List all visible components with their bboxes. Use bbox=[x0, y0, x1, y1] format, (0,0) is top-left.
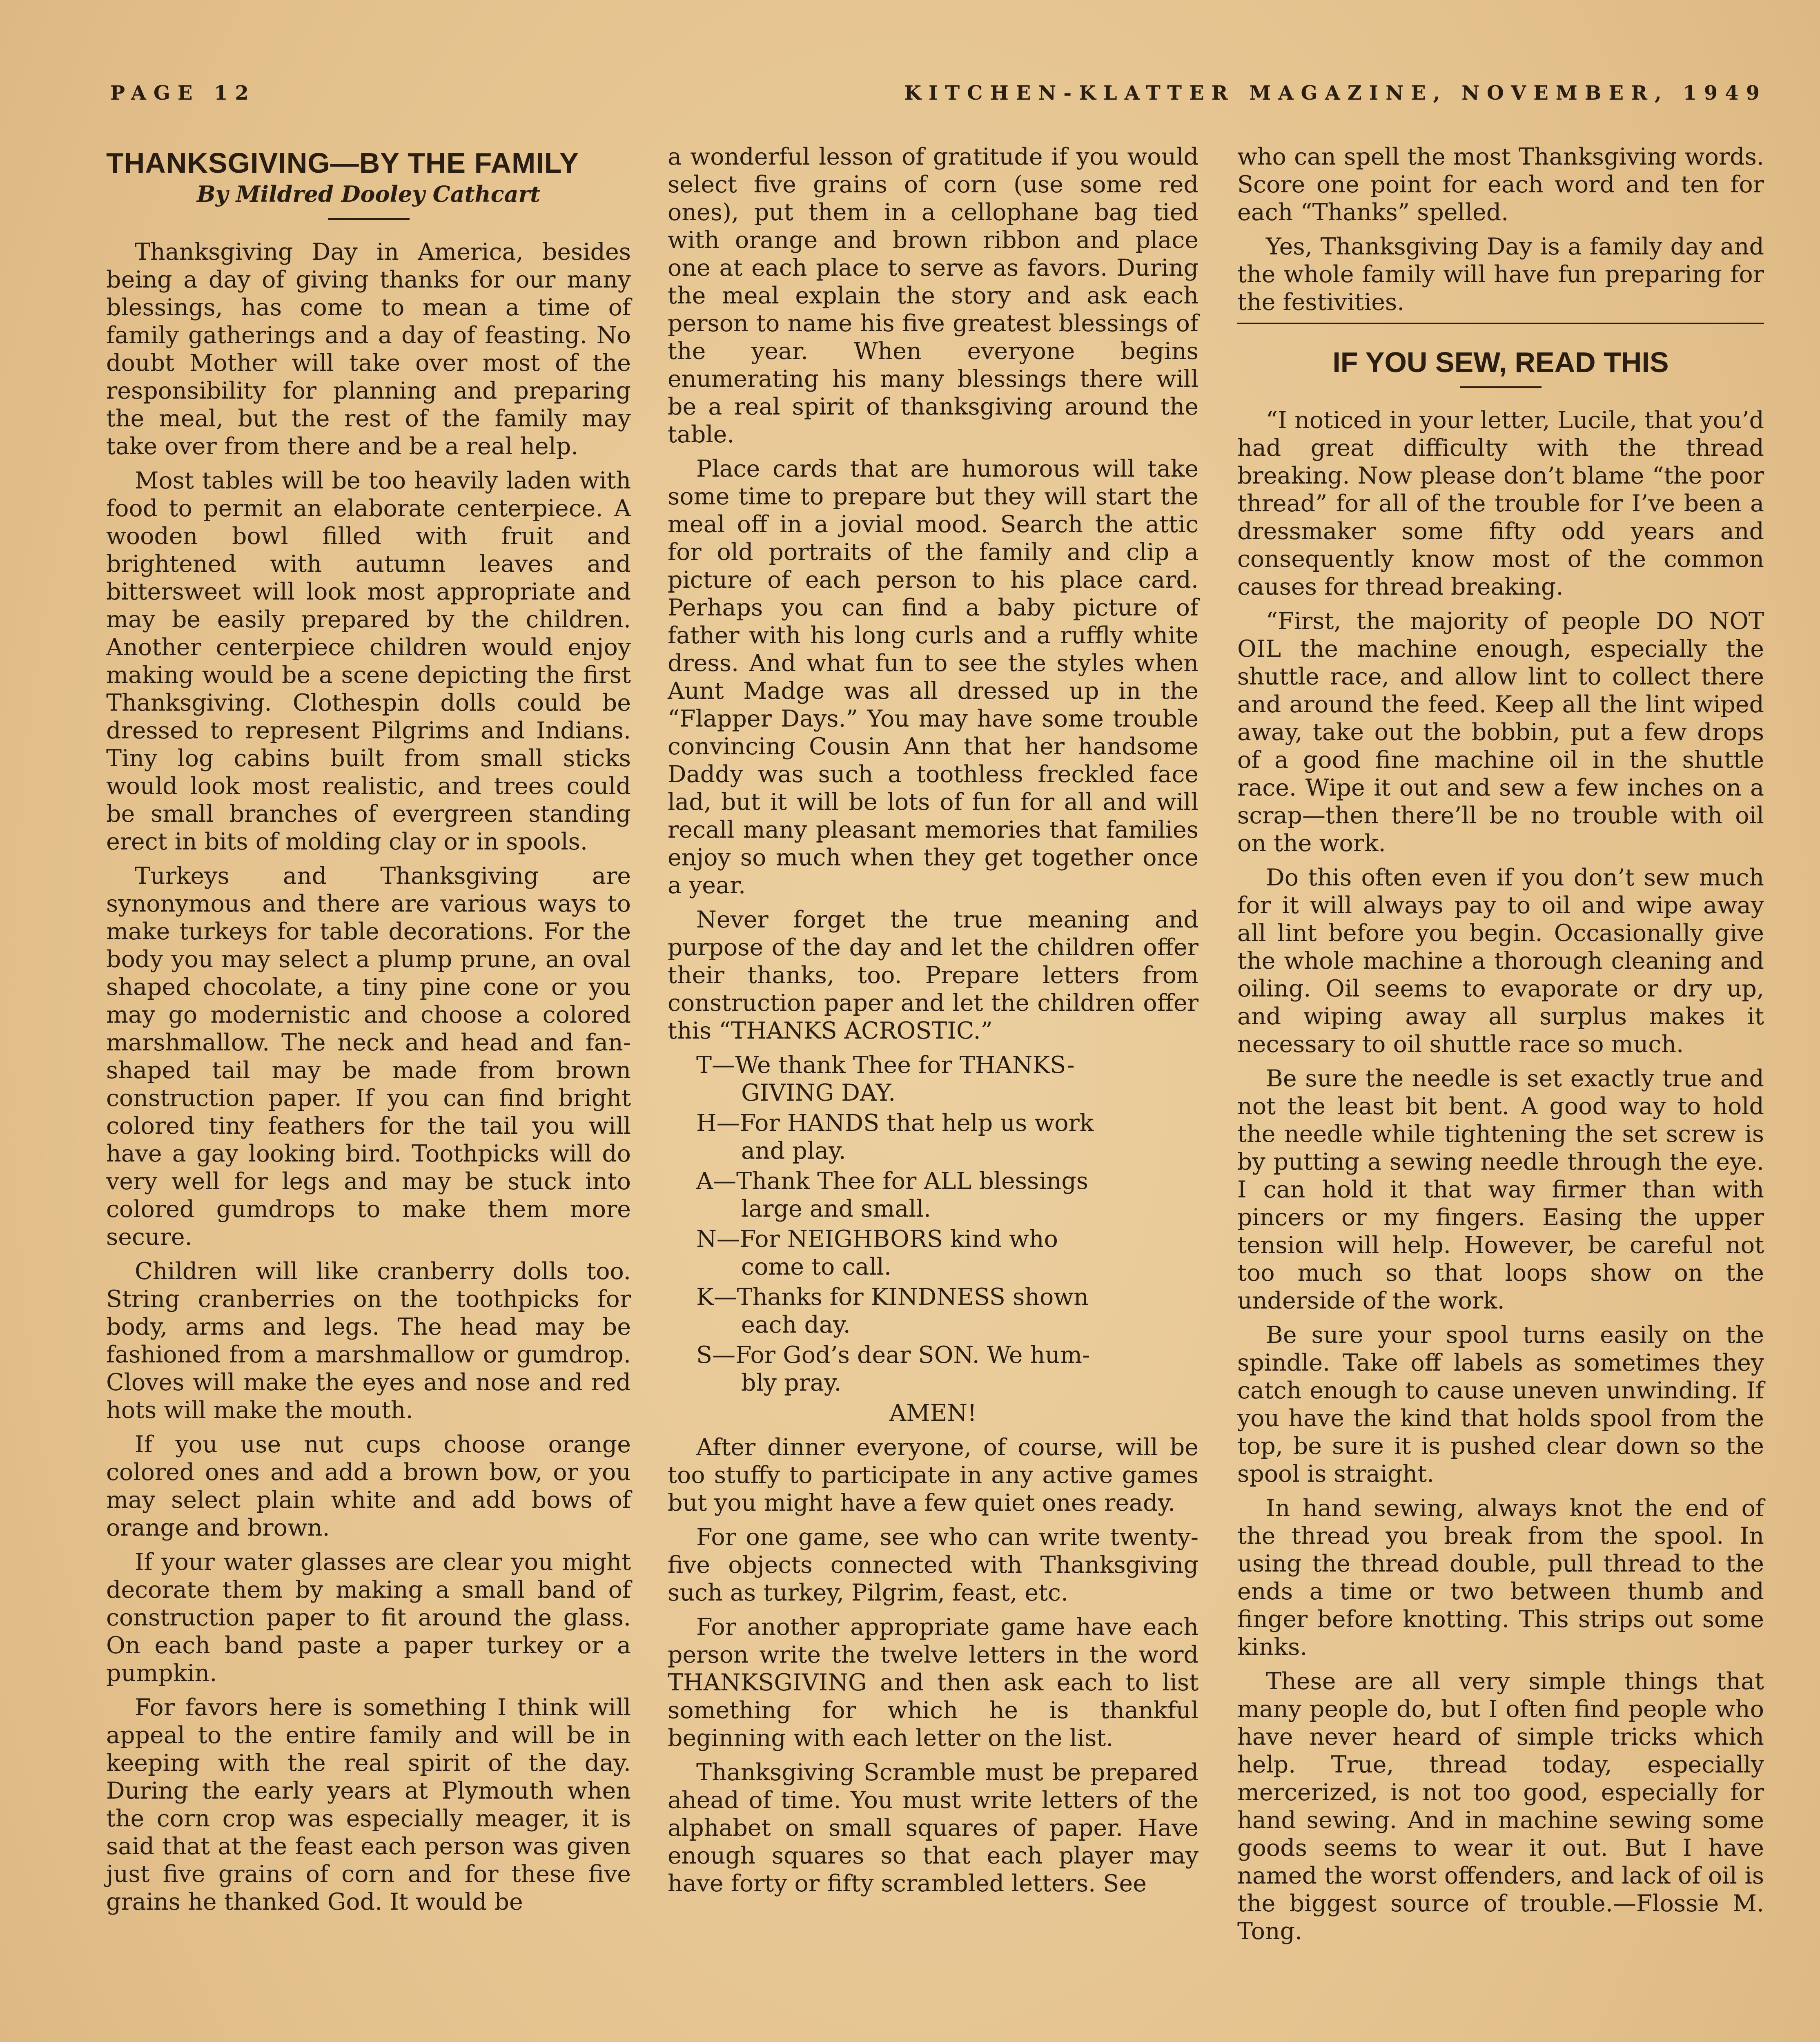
paragraph: These are all very simple things that many people do, but I often find people who have never heard of simple tricks which help. True, thread today, especially mercerized, is not too good, especially for hand sewing. And in machine sewing some goods seems to wear it out. But I have named the worst offenders, and lack of oil is the biggest source of trouble.—Flossie M. Tong. bbox=[1237, 1668, 1764, 1945]
paragraph: Be sure your spool turns easily on the spindle. Take off labels as sometimes they catch enough to cause uneven unwinding. If you have the kind that holds spool from the top, be sure it is pushed clear down so the spool is straight. bbox=[1237, 1322, 1764, 1487]
paragraph: Turkeys and Thanksgiving are synonymous and there are various ways to make turkeys for table decorations. For the body you may select a plump prune, an oval shaped chocolate, a tiny pine cone or you may go modernistic and choose a colored marshmallow. The neck and head and fan-shaped tail may be made from brown construction paper. If you can find bright colored tiny feathers for the tail you will have a gay looking bird. Toothpicks will do very well for legs and may be stuck into colored gumdrops to make them more secure. bbox=[106, 863, 631, 1251]
paragraph: Yes, Thanksgiving Day is a family day and the whole family will have fun preparing for the festivities. bbox=[1237, 233, 1764, 316]
acrostic-line: T—We thank Thee for THANKS- GIVING DAY. bbox=[696, 1052, 1075, 1106]
article-title: THANKSGIVING—BY THE FAMILY bbox=[106, 147, 579, 179]
paragraph: Never forget the true meaning and purpose of the day and let the children offer their thanks, too. Prepare letters from construction paper and let the children offer this “THANKS ACROSTIC.” bbox=[668, 906, 1198, 1044]
paragraph: In hand sewing, always knot the end of the thread you break from the spool. In using the thread double, pull thread to the ends a time or two between thumb and finger before knotting. This strips out some kinks. bbox=[1237, 1495, 1764, 1661]
paragraph: For one game, see who can write twenty-five objects connected with Thanksgiving such as turkey, Pilgrim, feast, etc. bbox=[668, 1524, 1198, 1606]
paragraph: “I noticed in your letter, Lucile, that you’d had great difficulty with the thread breaking. Now please don’t blame “the poor thread” for all of the trouble for I’ve been a dressmaker some fifty odd years and consequently know most of the common causes for thread breaking. bbox=[1237, 407, 1764, 600]
paragraph: Most tables will be too heavily laden with food to permit an elaborate centerpiece. A wooden bowl filled with fruit and brightened with autumn leaves and bittersweet will look most appropriate and may be easily prepared by the children. Another centerpiece children would enjoy making would be a scene depicting the first Thanksgiving. Clothespin dolls could be dressed to represent Pilgrims and Indians. Tiny log cabins built from small sticks would look most realistic, and trees could be small branches of evergreen standing erect in bits of molding clay or in spools. bbox=[106, 467, 631, 855]
section-divider bbox=[1237, 323, 1764, 324]
paragraph: If your water glasses are clear you might decorate them by making a small band of construction paper to fit around the glass. On each band paste a paper turkey or a pumpkin. bbox=[106, 1549, 631, 1687]
paragraph: After dinner everyone, of course, will be too stuffy to participate in any active games but you might have a few quiet ones ready. bbox=[668, 1434, 1198, 1516]
paragraph: “First, the majority of people DO NOT OIL the machine enough, especially the shuttle race, and allow lint to collect there and around the feed. Keep all the lint wiped away, take out the bobbin, put a few drops of a good fine machine oil in the shuttle race. Wipe it out and sew a few inches on a scrap—then there’ll be no trouble with oil on the work. bbox=[1237, 608, 1764, 857]
article-byline: By Mildred Dooley Cathcart bbox=[196, 181, 541, 207]
magazine-title: KITCHEN-KLATTER MAGAZINE, NOVEMBER, 1949 bbox=[904, 82, 1767, 105]
divider bbox=[328, 218, 410, 220]
acrostic-line: A—Thank Thee for ALL blessings large and small. bbox=[696, 1168, 1088, 1222]
divider bbox=[1460, 386, 1542, 388]
column-1 bbox=[106, 143, 631, 1922]
paragraph: If you use nut cups choose orange colored ones and add a brown bow, or you may select plain white and add bows of orange and brown. bbox=[106, 1431, 631, 1541]
paragraph: who can spell the most Thanksgiving words. Score one point for each word and ten for each “Thanks” spelled. bbox=[1237, 143, 1764, 226]
paragraph: Place cards that are humorous will take some time to prepare but they will start the meal off in a jovial mood. Search the attic for old portraits of the family and clip a picture of each person to his place card. Perhaps you can find a baby picture of father with his long curls and a ruffly white dress. And what fun to see the styles when Aunt Madge was all dressed up in the “Flapper Days.” You may have some trouble convincing Cousin Ann that her handsome Daddy was such a toothless freckled face lad, but it will be lots of fun for all and will recall many pleasant memories that families enjoy so much when they get together once a year. bbox=[668, 455, 1198, 899]
acrostic-line: K—Thanks for KINDNESS shown each day. bbox=[696, 1284, 1089, 1338]
acrostic-line: H—For HANDS that help us work and play. bbox=[696, 1110, 1094, 1164]
acrostic-line: N—For NEIGHBORS kind who come to call. bbox=[696, 1226, 1058, 1280]
running-head bbox=[110, 82, 1767, 114]
paragraph: Do this often even if you don’t sew much for it will always pay to oil and wipe away all lint before you begin. Occasionally give the whole machine a thorough cleaning and oiling. Oil seems to evaporate or dry up, and wiping away all surplus makes it necessary to oil shuttle race so much. bbox=[1237, 864, 1764, 1058]
paragraph: a wonderful lesson of gratitude if you would select five grains of corn (use some red ones), put them in a cellophane bag tied with orange and brown ribbon and place one at each place to serve as favors. During the meal explain the story and ask each person to name his five greatest blessings of the year. When everyone begins enumerating his many blessings there will be a real spirit of thanksgiving around the table. bbox=[668, 143, 1198, 448]
page-number: PAGE 12 bbox=[110, 82, 256, 105]
acrostic-line: S—For God’s dear SON. We hum- bly pray. bbox=[696, 1342, 1090, 1396]
paragraph: For another appropriate game have each person write the twelve letters in the word THANKSGIVING and then ask each to list something for which he is thankful beginning with each letter on the list. bbox=[668, 1614, 1198, 1752]
paragraph: Thanksgiving Scramble must be prepared ahead of time. You must write letters of the alphabet on small squares of paper. Have enough squares so that each player may have forty or fifty scrambled letters. See bbox=[668, 1759, 1198, 1897]
paragraph: For favors here is something I think will appeal to the entire family and will be in keeping with the real spirit of the day. During the early years at Plymouth when the corn crop was especially meager, it is said that at the feast each person was given just five grains of corn and for these five grains he thanked God. It would be bbox=[106, 1694, 631, 1915]
paragraph: Thanksgiving Day in America, besides being a day of giving thanks for our many blessings, has come to mean a time of family gatherings and a day of feasting. No doubt Mother will take over most of the responsibility for planning and preparing the meal, but the rest of the family may take over from there and be a real help. bbox=[106, 239, 631, 460]
article-title-sewing: IF YOU SEW, READ THIS bbox=[1332, 346, 1669, 378]
paragraph: Children will like cranberry dolls too. String cranberries on the toothpicks for body, arms and legs. The head may be fashioned from a marshmallow or gumdrop. Cloves will make the eyes and nose and red hots will make the mouth. bbox=[106, 1258, 631, 1424]
column-2 bbox=[668, 143, 1198, 1904]
column-3 bbox=[1237, 143, 1764, 1952]
paragraph: Be sure the needle is set exactly true and not the least bit bent. A good way to hold the needle while tightening the set screw is by putting a sewing needle through the eye. I can hold it that way firmer than with pincers or my fingers. Easing the upper tension will help. However, be careful not too much so that loops show on the underside of the work. bbox=[1237, 1065, 1764, 1314]
acrostic-amen: AMEN! bbox=[889, 1400, 977, 1427]
